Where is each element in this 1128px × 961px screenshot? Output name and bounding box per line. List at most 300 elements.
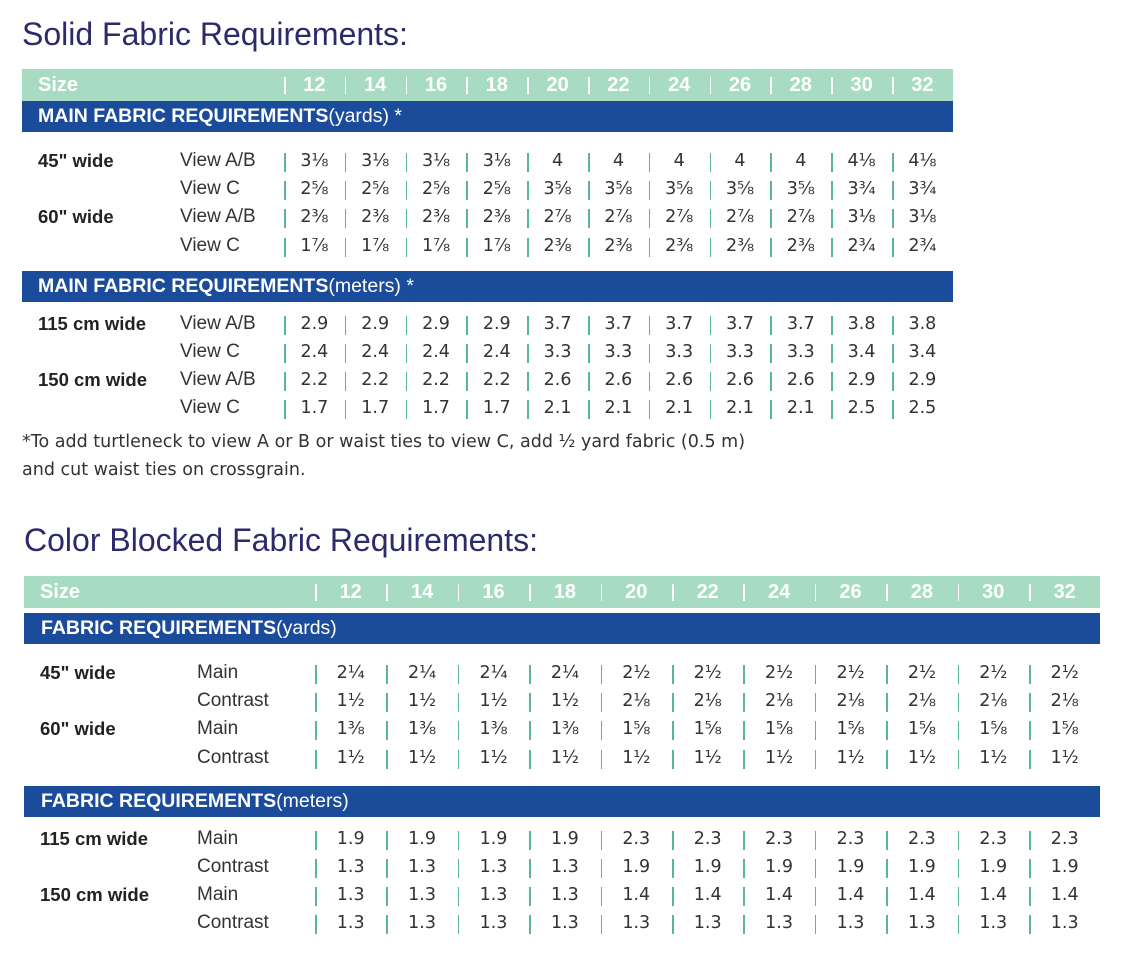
fabric-width-label: 115 cm wide <box>40 827 148 849</box>
table-cell: 4 <box>673 151 685 171</box>
column-rule <box>601 721 603 740</box>
column-rule <box>529 831 531 850</box>
column-rule <box>386 859 388 878</box>
column-rule <box>527 316 529 335</box>
column-rule <box>831 238 833 257</box>
table-cell: 1⅜ <box>408 719 437 740</box>
column-rule <box>466 153 468 172</box>
column-rule <box>886 665 888 684</box>
column-rule <box>315 859 317 878</box>
column-rule <box>958 831 960 850</box>
column-rule <box>527 209 529 228</box>
yards-band-title: MAIN FABRIC REQUIREMENTS <box>38 105 329 127</box>
column-rule <box>958 721 960 740</box>
meters-rows <box>24 825 1100 938</box>
size-header-cell: 24 <box>767 581 791 603</box>
table-cell: 2¾ <box>908 235 937 256</box>
meters-band-title: FABRIC REQUIREMENTS <box>41 789 277 812</box>
column-rule <box>743 721 745 740</box>
table-row <box>24 909 1100 937</box>
column-rule <box>815 665 817 684</box>
column-rule <box>315 721 317 740</box>
table-cell: 1.9 <box>336 828 365 849</box>
table-row <box>22 394 953 422</box>
size-header-label: Size <box>40 581 81 603</box>
meters-rows <box>22 310 953 423</box>
column-rule <box>815 750 817 769</box>
column-rule <box>345 153 347 172</box>
table-cell: 2½ <box>1050 663 1079 683</box>
column-rule <box>406 400 408 419</box>
table-cell: 1.3 <box>979 913 1008 934</box>
view-label: Contrast <box>197 912 269 934</box>
view-label: Contrast <box>197 746 269 768</box>
column-rule <box>529 915 531 934</box>
table-cell: 2⅛ <box>765 691 794 712</box>
table-cell: 1.3 <box>907 913 936 934</box>
table-cell: 2.1 <box>665 398 694 419</box>
table-cell: 4 <box>795 151 807 171</box>
column-rule <box>649 153 651 172</box>
column-rule <box>529 665 531 684</box>
table-cell: 2⅛ <box>1050 691 1079 712</box>
fabric-width-label: 115 cm wide <box>38 312 146 334</box>
table-cell: 1½ <box>979 747 1008 768</box>
table-cell: 2⅜ <box>665 235 694 256</box>
table-cell: 3⅝ <box>604 179 633 200</box>
column-rule <box>892 400 894 419</box>
table-cell: 2.4 <box>361 341 390 362</box>
column-rule <box>345 344 347 363</box>
size-header-cell: 24 <box>668 74 691 96</box>
table-cell: 1.3 <box>1050 913 1079 934</box>
column-rule <box>892 181 894 200</box>
size-header-cell: 16 <box>482 581 505 603</box>
table-row <box>22 203 953 231</box>
table-cell: 3.8 <box>847 313 876 334</box>
table-cell: 1.3 <box>479 856 508 877</box>
column-rule <box>458 859 460 878</box>
table-cell: 2¾ <box>847 235 876 256</box>
table-cell: 3.3 <box>543 341 572 362</box>
table-cell: 2.5 <box>908 398 937 419</box>
column-rule <box>527 238 529 257</box>
column-rule <box>831 209 833 228</box>
table-cell: 3.3 <box>726 341 754 362</box>
table-row <box>22 232 953 260</box>
table-cell: 1.3 <box>622 913 651 934</box>
table-cell: 2⅛ <box>622 691 651 712</box>
table-cell: 2.2 <box>482 370 511 391</box>
table-cell: 2⅜ <box>604 235 633 256</box>
table-row <box>24 744 1100 772</box>
table-cell: 2.2 <box>300 370 329 391</box>
column-rule <box>1029 831 1031 850</box>
column-rule <box>831 344 833 363</box>
column-rule <box>770 372 772 391</box>
column-rule <box>743 665 745 684</box>
column-rule <box>892 372 894 391</box>
table-cell: 1.9 <box>550 828 579 849</box>
column-rule <box>710 209 712 228</box>
table-cell: 3⅝ <box>786 179 815 200</box>
table-cell: 1.3 <box>408 913 436 934</box>
column-rule <box>529 750 531 769</box>
table-cell: 2.3 <box>693 828 722 849</box>
column-rule <box>315 831 317 850</box>
column-rule <box>588 400 590 419</box>
column-rule <box>743 887 745 906</box>
table-cell: 1.4 <box>1050 885 1079 906</box>
column-rule <box>588 153 590 172</box>
table-cell: 2.6 <box>665 370 694 391</box>
column-rule <box>601 831 603 850</box>
fabric-width-label: 150 cm wide <box>38 369 148 391</box>
column-rule <box>649 316 651 335</box>
column-rule <box>345 238 347 257</box>
column-rule <box>284 344 286 363</box>
table-cell: 1⅞ <box>421 235 451 256</box>
column-rule <box>743 915 745 934</box>
column-rule <box>1029 721 1031 740</box>
column-rule <box>458 750 460 769</box>
column-rule <box>710 372 712 391</box>
column-rule <box>886 693 888 712</box>
column-rule <box>315 665 317 684</box>
column-rule <box>958 915 960 934</box>
column-rule <box>386 693 388 712</box>
table-cell: 2.1 <box>604 398 633 419</box>
column-rule <box>406 238 408 257</box>
size-header-label: Size <box>38 74 79 96</box>
column-rule <box>815 887 817 906</box>
column-rule <box>345 181 347 200</box>
table-cell: 2⅜ <box>543 235 572 256</box>
column-rule <box>527 153 529 172</box>
column-rule <box>958 693 960 712</box>
size-header-cell: 32 <box>1053 581 1076 603</box>
column-rule <box>601 887 603 906</box>
view-label: View C <box>180 234 240 256</box>
table-cell: 1.3 <box>408 856 436 877</box>
column-rule <box>315 915 317 934</box>
table-cell: 1.4 <box>622 885 651 906</box>
table-cell: 2⅝ <box>482 179 511 200</box>
column-rule <box>672 665 674 684</box>
column-rule <box>1029 859 1031 878</box>
table-cell: 3¾ <box>908 179 937 200</box>
table-cell: 2½ <box>622 663 651 683</box>
table-cell: 1⅜ <box>479 719 508 740</box>
column-rule <box>892 316 894 335</box>
column-rule <box>406 372 408 391</box>
table-cell: 1.9 <box>979 856 1008 877</box>
column-rule <box>815 859 817 878</box>
column-rule <box>601 915 603 934</box>
table-cell: 2⅞ <box>786 207 815 228</box>
column-rule <box>315 693 317 712</box>
column-rule <box>649 181 651 200</box>
column-rule <box>466 181 468 200</box>
table-cell: 1.4 <box>765 885 793 906</box>
table-row <box>24 659 1100 687</box>
column-rule <box>892 209 894 228</box>
fabric-width-label: 60" wide <box>40 718 116 740</box>
table-cell: 2⅛ <box>693 691 722 712</box>
table-row <box>22 338 953 366</box>
table-cell: 2.9 <box>847 370 876 391</box>
table-cell: 2.9 <box>300 313 329 334</box>
meters-band <box>22 271 953 302</box>
view-label: View C <box>180 178 240 200</box>
table-cell: 1.3 <box>479 913 508 934</box>
table-cell: 1.9 <box>479 828 508 849</box>
view-label: View A/B <box>180 369 256 391</box>
column-rule <box>345 209 347 228</box>
column-rule <box>886 915 888 934</box>
table-cell: 1½ <box>693 747 722 768</box>
table-cell: 2⅜ <box>725 235 755 256</box>
column-rule <box>672 721 674 740</box>
column-rule <box>406 153 408 172</box>
table-cell: 1.3 <box>550 856 579 877</box>
table-cell: 2.6 <box>726 370 754 391</box>
table-cell: 1⅝ <box>622 719 651 740</box>
column-rule <box>1029 887 1031 906</box>
column-rule <box>466 344 468 363</box>
table-cell: 2.3 <box>622 828 651 849</box>
table-cell: 3⅛ <box>361 151 390 171</box>
size-header-cell: 28 <box>789 74 812 96</box>
size-header-cell: 22 <box>696 581 719 603</box>
column-rule <box>588 209 590 228</box>
table-cell: 4⅛ <box>847 151 876 171</box>
table-cell: 1.9 <box>693 856 722 877</box>
table-cell: 1.3 <box>408 885 436 906</box>
table-cell: 2.6 <box>786 370 815 391</box>
table-cell: 2.1 <box>726 398 754 419</box>
column-rule <box>710 400 712 419</box>
column-rule <box>770 153 772 172</box>
column-rule <box>770 181 772 200</box>
table-cell: 1½ <box>336 747 365 768</box>
size-header-cell: 18 <box>485 74 508 96</box>
view-label: Contrast <box>197 855 269 877</box>
table-cell: 1.3 <box>836 913 865 934</box>
column-rule <box>458 887 460 906</box>
view-label: View C <box>180 397 240 419</box>
table-cell: 3.4 <box>908 341 937 362</box>
column-rule <box>284 209 286 228</box>
column-rule <box>892 238 894 257</box>
view-label: View A/B <box>180 312 256 334</box>
column-rule <box>588 344 590 363</box>
column-rule <box>406 181 408 200</box>
column-rule <box>284 238 286 257</box>
table-cell: 2⅜ <box>786 235 815 256</box>
size-header-cell: 20 <box>546 74 569 96</box>
table-cell: 1.9 <box>622 856 651 877</box>
column-rule <box>958 887 960 906</box>
column-rule <box>710 344 712 363</box>
fabric-width-label: 150 cm wide <box>40 884 150 906</box>
column-rule <box>406 344 408 363</box>
solid-section-title: Solid Fabric Requirements: <box>22 16 408 52</box>
yards-rows <box>24 659 1100 772</box>
column-rule <box>710 181 712 200</box>
table-cell: 2.9 <box>361 313 390 334</box>
column-rule <box>527 344 529 363</box>
table-cell: 2.3 <box>765 828 793 849</box>
column-rule <box>527 181 529 200</box>
column-rule <box>743 859 745 878</box>
fabric-width-label: 45" wide <box>38 150 114 171</box>
column-rule <box>386 665 388 684</box>
column-rule <box>672 915 674 934</box>
column-rule <box>529 887 531 906</box>
size-header-cell: 12 <box>339 581 362 603</box>
column-rule <box>892 153 894 172</box>
table-cell: 1½ <box>550 747 579 768</box>
column-rule <box>958 665 960 684</box>
column-rule <box>770 316 772 335</box>
column-rule <box>710 316 712 335</box>
yards-band <box>24 613 1100 644</box>
table-cell: 1⅝ <box>979 719 1008 740</box>
table-cell: 2¼ <box>479 663 508 683</box>
column-rule <box>892 344 894 363</box>
footnote-line-2: and cut waist ties on crossgrain. <box>22 460 306 480</box>
color-blocked-requirements-table <box>24 576 1100 938</box>
column-rule <box>601 859 603 878</box>
table-cell: 2.3 <box>836 828 865 849</box>
table-cell: 1⅞ <box>482 235 511 256</box>
table-cell: 2⅜ <box>482 207 511 228</box>
column-rule <box>649 209 651 228</box>
table-row <box>24 715 1100 743</box>
size-header-cell: 22 <box>607 74 630 96</box>
column-rule <box>710 153 712 172</box>
solid-requirements-table <box>22 69 953 423</box>
table-cell: 3.3 <box>665 341 694 362</box>
table-cell: 3.7 <box>726 313 754 334</box>
size-header-cell: 14 <box>410 581 434 603</box>
table-cell: 2⅝ <box>361 179 390 200</box>
table-cell: 1.3 <box>693 913 722 934</box>
meters-band-unit: (meters) * <box>328 274 414 297</box>
table-cell: 1.3 <box>765 913 793 934</box>
column-rule <box>831 181 833 200</box>
table-cell: 1½ <box>408 691 437 712</box>
table-cell: 2.9 <box>422 313 450 334</box>
table-cell: 3.7 <box>665 313 694 334</box>
column-rule <box>529 859 531 878</box>
meters-band-unit: (meters) <box>276 789 349 812</box>
table-cell: 2½ <box>836 663 865 683</box>
size-header-cell: 26 <box>839 581 862 603</box>
view-label: View A/B <box>180 206 256 228</box>
table-cell: 1⅝ <box>907 719 936 740</box>
table-cell: 1⅝ <box>1050 719 1079 740</box>
table-cell: 1½ <box>479 691 508 712</box>
size-header-cell: 20 <box>625 581 648 603</box>
table-cell: 2.9 <box>908 370 937 391</box>
table-cell: 2⅝ <box>300 179 329 200</box>
fabric-width-label: 60" wide <box>38 206 114 228</box>
table-cell: 1.3 <box>336 885 365 906</box>
table-cell: 1⅞ <box>361 235 390 256</box>
table-cell: 1⅝ <box>765 719 794 740</box>
table-cell: 2⅛ <box>836 691 865 712</box>
column-rule <box>284 316 286 335</box>
column-rule <box>672 831 674 850</box>
table-cell: 1½ <box>1050 747 1079 768</box>
table-cell: 2¼ <box>408 663 437 683</box>
column-rule <box>886 831 888 850</box>
column-rule <box>588 238 590 257</box>
column-rule <box>458 721 460 740</box>
column-rule <box>649 344 651 363</box>
column-rule <box>529 721 531 740</box>
column-rule <box>466 400 468 419</box>
size-header-cell: 14 <box>364 74 387 96</box>
table-row <box>24 881 1100 909</box>
column-rule <box>1029 915 1031 934</box>
column-rule <box>284 400 286 419</box>
table-cell: 1.3 <box>336 913 365 934</box>
column-rule <box>529 693 531 712</box>
column-rule <box>345 316 347 335</box>
table-cell: 1.4 <box>693 885 722 906</box>
table-cell: 3.3 <box>604 341 633 362</box>
table-cell: 1½ <box>479 747 508 768</box>
table-cell: 2¼ <box>550 663 579 683</box>
column-rule <box>458 831 460 850</box>
column-rule <box>831 153 833 172</box>
column-rule <box>601 665 603 684</box>
column-rule <box>386 721 388 740</box>
table-cell: 3.3 <box>786 341 815 362</box>
column-rule <box>815 693 817 712</box>
column-rule <box>649 238 651 257</box>
column-rule <box>831 316 833 335</box>
column-rule <box>315 887 317 906</box>
table-cell: 3⅝ <box>665 179 694 200</box>
view-label: Main <box>197 662 239 683</box>
size-header-cell: 16 <box>424 74 448 96</box>
table-cell: 2.9 <box>482 313 511 334</box>
meters-band-title: MAIN FABRIC REQUIREMENTS <box>38 274 329 297</box>
table-cell: 2⅜ <box>421 207 451 228</box>
table-cell: 2.1 <box>786 398 815 419</box>
yards-band <box>22 101 953 132</box>
table-cell: 1.7 <box>422 398 450 419</box>
size-header-cell: 26 <box>728 74 752 96</box>
column-rule <box>588 316 590 335</box>
table-cell: 1½ <box>907 747 936 768</box>
table-cell: 2.1 <box>543 398 572 419</box>
table-cell: 2½ <box>907 663 936 683</box>
column-rule <box>770 238 772 257</box>
column-rule <box>958 859 960 878</box>
column-rule <box>527 400 529 419</box>
table-cell: 2½ <box>765 663 794 683</box>
column-rule <box>815 721 817 740</box>
table-cell: 2.4 <box>482 341 511 362</box>
table-row <box>24 687 1100 715</box>
column-rule <box>649 400 651 419</box>
table-cell: 2¼ <box>336 663 365 683</box>
